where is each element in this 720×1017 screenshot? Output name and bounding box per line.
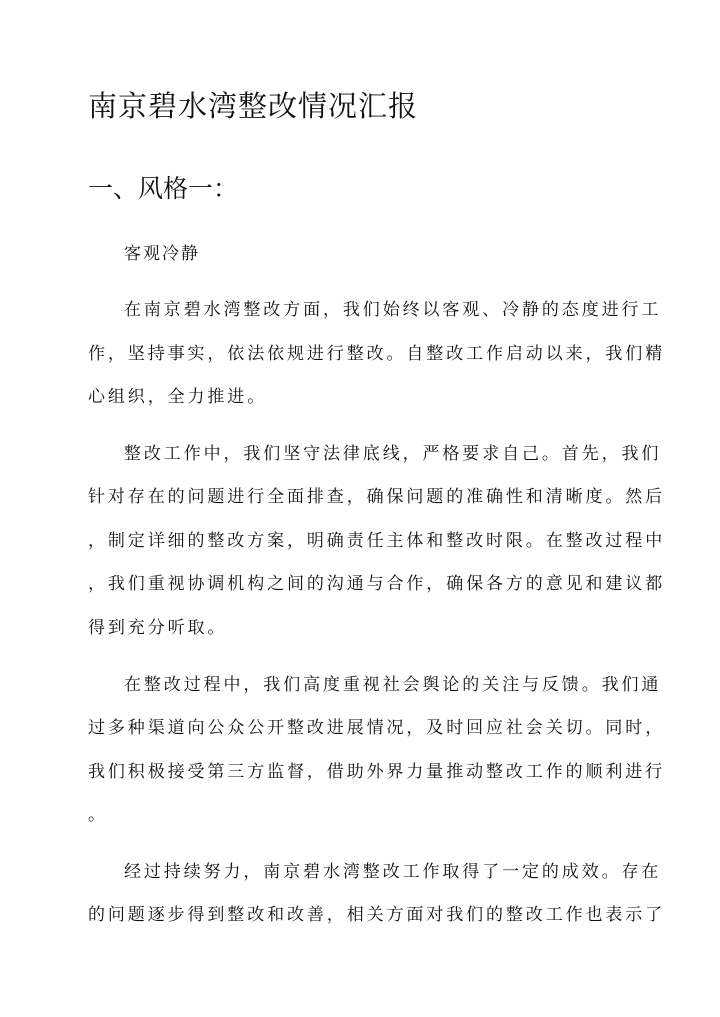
paragraph-1-line-3: 心组织，全力推进。 <box>88 387 268 407</box>
paragraph-3-line-4: 。 <box>88 805 108 825</box>
paragraph-2-line-2: 针对存在的问题进行全面排查，确保问题的准确性和清晰度。然后 <box>88 487 666 507</box>
section-heading: 一、风格一： <box>88 174 239 203</box>
paragraph-1-line-1: 在南京碧水湾整改方面，我们始终以客观、冷静的态度进行工 <box>124 300 662 320</box>
paragraph-2-line-4: ，我们重视协调机构之间的沟通与合作，确保各方的意见和建议都 <box>88 574 666 594</box>
paragraph-4-line-2: 的问题逐步得到整改和改善，相关方面对我们的整改工作也表示了 <box>88 905 666 925</box>
paragraph-3-line-1: 在整改过程中，我们高度重视社会舆论的关注与反馈。我们通 <box>124 675 662 695</box>
paragraph-3-line-3: 我们积极接受第三方监督，借助外界力量推动整改工作的顺利进行 <box>88 762 666 782</box>
paragraph-3-line-2: 过多种渠道向公众公开整改进展情况，及时回应社会关切。同时， <box>88 718 666 738</box>
subheading: 客观冷静 <box>124 244 200 264</box>
paragraph-2-line-5: 得到充分听取。 <box>88 618 228 638</box>
paragraph-2-line-3: ，制定详细的整改方案，明确责任主体和整改时限。在整改过程中 <box>88 531 666 551</box>
document-title: 南京碧水湾整改情况汇报 <box>88 89 419 123</box>
paragraph-1-line-2: 作，坚持事实，依法依规进行整改。自整改工作启动以来，我们精 <box>88 344 666 364</box>
paragraph-4-line-1: 经过持续努力，南京碧水湾整改工作取得了一定的成效。存在 <box>124 862 662 882</box>
paragraph-2-line-1: 整改工作中，我们坚守法律底线，严格要求自己。首先，我们 <box>124 444 662 464</box>
